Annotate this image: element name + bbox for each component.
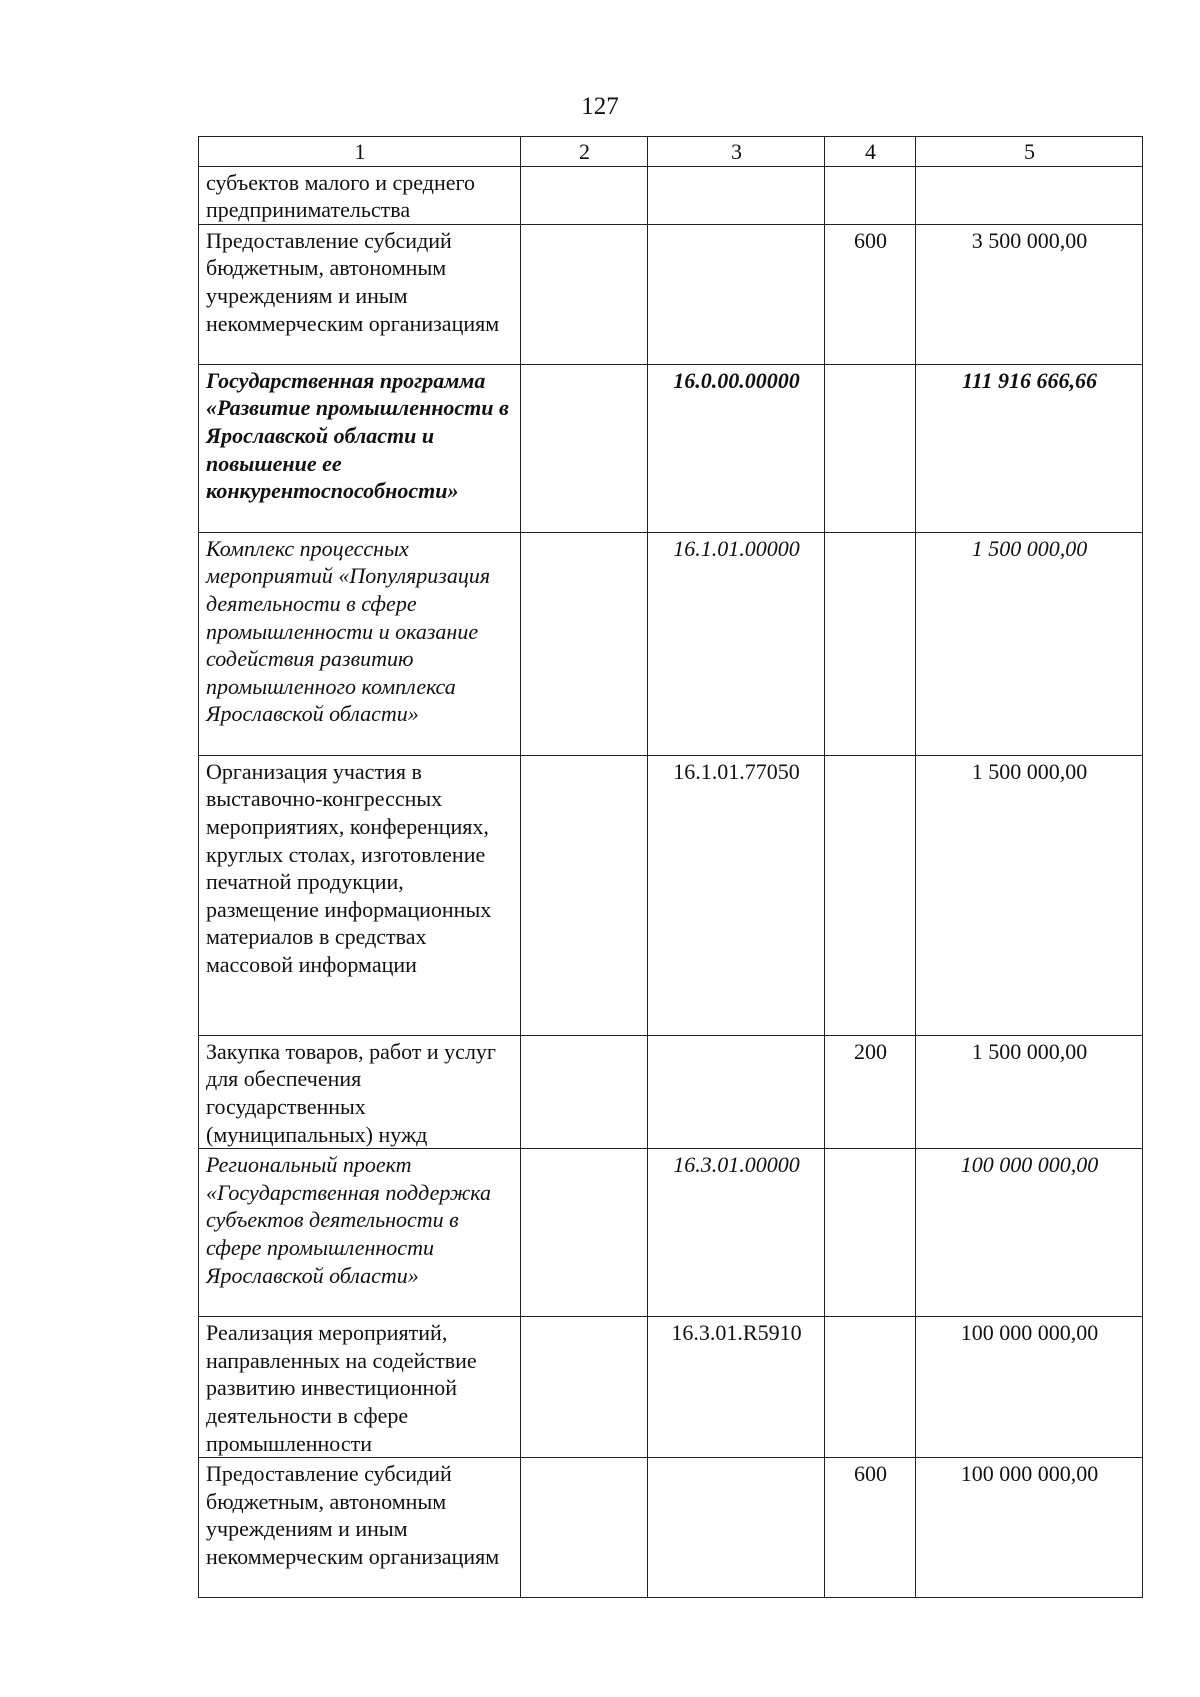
row-name-cell: Комплекс процессных мероприятий «Популяризация деятельности в сфере промышленности и оказание содействия развитию промышленного комплекса Ярославской области» bbox=[199, 532, 521, 755]
table-row-program bbox=[199, 364, 1143, 532]
column-header-2: 2 bbox=[521, 137, 648, 167]
row-name-cell: Предоставление субсидий бюджетным, автономным учреждениям и иным некоммерческим организациям bbox=[199, 224, 521, 364]
table-row bbox=[199, 224, 1143, 364]
row-code-cell: 16.1.01.77050 bbox=[648, 755, 825, 1035]
budget-table-container bbox=[198, 136, 1143, 1598]
column-header-1: 1 bbox=[199, 137, 521, 167]
column-header-5: 5 bbox=[916, 137, 1143, 167]
row-type-cell bbox=[825, 1149, 916, 1317]
row-code-cell: 16.3.01.00000 bbox=[648, 1149, 825, 1317]
row-code-cell: 16.0.00.00000 bbox=[648, 364, 825, 532]
row-col2-cell bbox=[521, 1035, 648, 1148]
row-code-cell: 16.3.01.R5910 bbox=[648, 1317, 825, 1458]
row-amount-cell bbox=[916, 166, 1143, 224]
row-type-cell bbox=[825, 166, 916, 224]
row-type-cell bbox=[825, 1317, 916, 1458]
row-name-cell: Организация участия в выставочно-конгрессных мероприятиях, конференциях, круглых столах, изготовление печатной продукции, размещение информационных материалов в средствах массовой информации bbox=[199, 755, 521, 1035]
table-row bbox=[199, 166, 1143, 224]
row-code-cell bbox=[648, 1458, 825, 1598]
row-type-cell: 200 bbox=[825, 1035, 916, 1148]
row-col2-cell bbox=[521, 1458, 648, 1598]
budget-table bbox=[198, 136, 1143, 1598]
row-amount-cell: 1 500 000,00 bbox=[916, 1035, 1143, 1148]
row-amount-cell: 1 500 000,00 bbox=[916, 755, 1143, 1035]
row-amount-cell: 1 500 000,00 bbox=[916, 532, 1143, 755]
row-code-cell bbox=[648, 224, 825, 364]
table-row bbox=[199, 755, 1143, 1035]
column-header-3: 3 bbox=[648, 137, 825, 167]
row-name-cell: субъектов малого и среднего предпринимательства bbox=[199, 166, 521, 224]
row-col2-cell bbox=[521, 364, 648, 532]
row-amount-cell: 100 000 000,00 bbox=[916, 1458, 1143, 1598]
row-code-cell bbox=[648, 1035, 825, 1148]
row-type-cell bbox=[825, 364, 916, 532]
row-amount-cell: 111 916 666,66 bbox=[916, 364, 1143, 532]
row-name-cell: Реализация мероприятий, направленных на содействие развитию инвестиционной деятельности в сфере промышленности bbox=[199, 1317, 521, 1458]
row-col2-cell bbox=[521, 1149, 648, 1317]
row-col2-cell bbox=[521, 1317, 648, 1458]
row-type-cell bbox=[825, 532, 916, 755]
row-amount-cell: 100 000 000,00 bbox=[916, 1317, 1143, 1458]
row-amount-cell: 100 000 000,00 bbox=[916, 1149, 1143, 1317]
table-row bbox=[199, 1317, 1143, 1458]
row-name-cell: Государственная программа «Развитие промышленности в Ярославской области и повышение ее конкурентоспособности» bbox=[199, 364, 521, 532]
row-name-cell: Предоставление субсидий бюджетным, автономным учреждениям и иным некоммерческим организациям bbox=[199, 1458, 521, 1598]
table-row bbox=[199, 1458, 1143, 1598]
row-col2-cell bbox=[521, 224, 648, 364]
row-code-cell: 16.1.01.00000 bbox=[648, 532, 825, 755]
row-amount-cell: 3 500 000,00 bbox=[916, 224, 1143, 364]
row-type-cell bbox=[825, 755, 916, 1035]
row-type-cell: 600 bbox=[825, 224, 916, 364]
row-type-cell: 600 bbox=[825, 1458, 916, 1598]
row-code-cell bbox=[648, 166, 825, 224]
row-name-cell: Региональный проект «Государственная поддержка субъектов деятельности в сфере промышленности Ярославской области» bbox=[199, 1149, 521, 1317]
page-number: 127 bbox=[581, 93, 619, 120]
row-col2-cell bbox=[521, 755, 648, 1035]
table-header-row bbox=[199, 137, 1143, 167]
row-col2-cell bbox=[521, 532, 648, 755]
table-row-project bbox=[199, 1149, 1143, 1317]
row-col2-cell bbox=[521, 166, 648, 224]
column-header-4: 4 bbox=[825, 137, 916, 167]
table-row bbox=[199, 1035, 1143, 1148]
row-name-cell: Закупка товаров, работ и услуг для обеспечения государственных (муниципальных) нужд bbox=[199, 1035, 521, 1148]
table-row-complex bbox=[199, 532, 1143, 755]
